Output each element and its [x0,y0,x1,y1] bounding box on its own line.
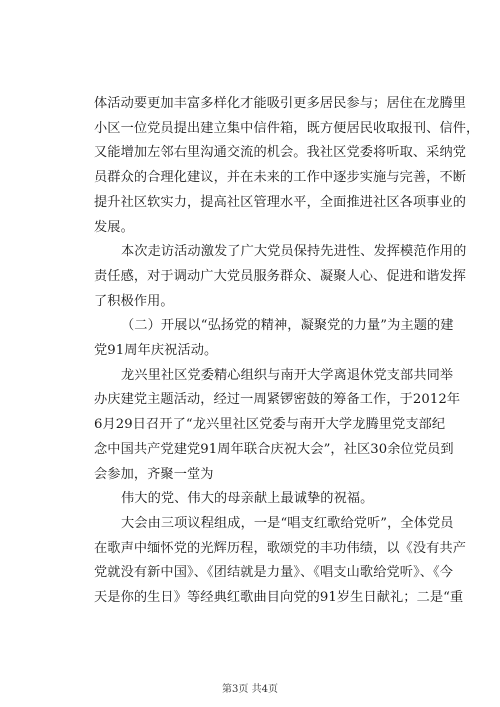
text-line: 提升社区软实力，提高社区管理水平，全面推进社区各项事业的 [94,194,467,210]
text-line: 本次走访活动激发了广大党员保持先进性、发挥模范作用的 [121,244,467,260]
text-line: 小区一位党员提出建立集中信件箱，既方便居民收取报刊、信件， [94,120,480,136]
text-line: 了积极作用。 [94,293,174,309]
text-line: 办庆建党主题活动，经过一周紧锣密鼓的筹备工作，于2012年 [94,392,461,408]
text-line: 念中国共产党建党91周年联合庆祝大会”，社区30余位党员到 [94,441,454,457]
text-line: 体活动要更加丰富多样化才能吸引更多居民参与；居住在龙腾里 [94,96,467,111]
text-line: 天是你的生日》等经典红歌曲目向党的91岁生日献礼；二是“重 [94,590,464,606]
text-line: 发展。 [94,219,134,235]
text-line: 会参加，齐聚一堂为 [94,466,214,482]
page-footer: 第3页 共4页 [222,684,278,695]
body-text [94,92,480,611]
text-line: 员群众的合理化建议，并在未来的工作中逐步实施与完善，不断 [94,170,467,186]
text-line: 伟大的党、伟大的母亲献上最诚挚的祝福。 [121,491,374,507]
text-line: 龙兴里社区党委精心组织与南开大学离退休党支部共同举 [121,367,454,383]
text-line: 党就没有新中国》、《团结就是力量》、《唱支山歌给党听》、《今 [94,565,454,581]
text-line: 6月29日召开了“龙兴里社区党委与南开大学龙腾里党支部纪 [94,417,446,433]
text-line: 党91周年庆祝活动。 [94,343,218,359]
text-line: 在歌声中缅怀党的光辉历程，歌颂党的丰功伟绩，以《没有共产 [94,540,467,556]
text-line: 又能增加左邻右里沟通交流的机会。我社区党委将听取、采纳党 [94,145,467,161]
text-line: 大会由三项议程组成，一是“唱支红歌给党听”，全体党员 [121,515,454,531]
text-line: 责任感，对于调动广大党员服务群众、凝聚人心、促进和谐发挥 [94,268,467,284]
text-line: （二）开展以“弘扬党的精神，凝聚党的力量”为主题的建 [121,318,454,334]
